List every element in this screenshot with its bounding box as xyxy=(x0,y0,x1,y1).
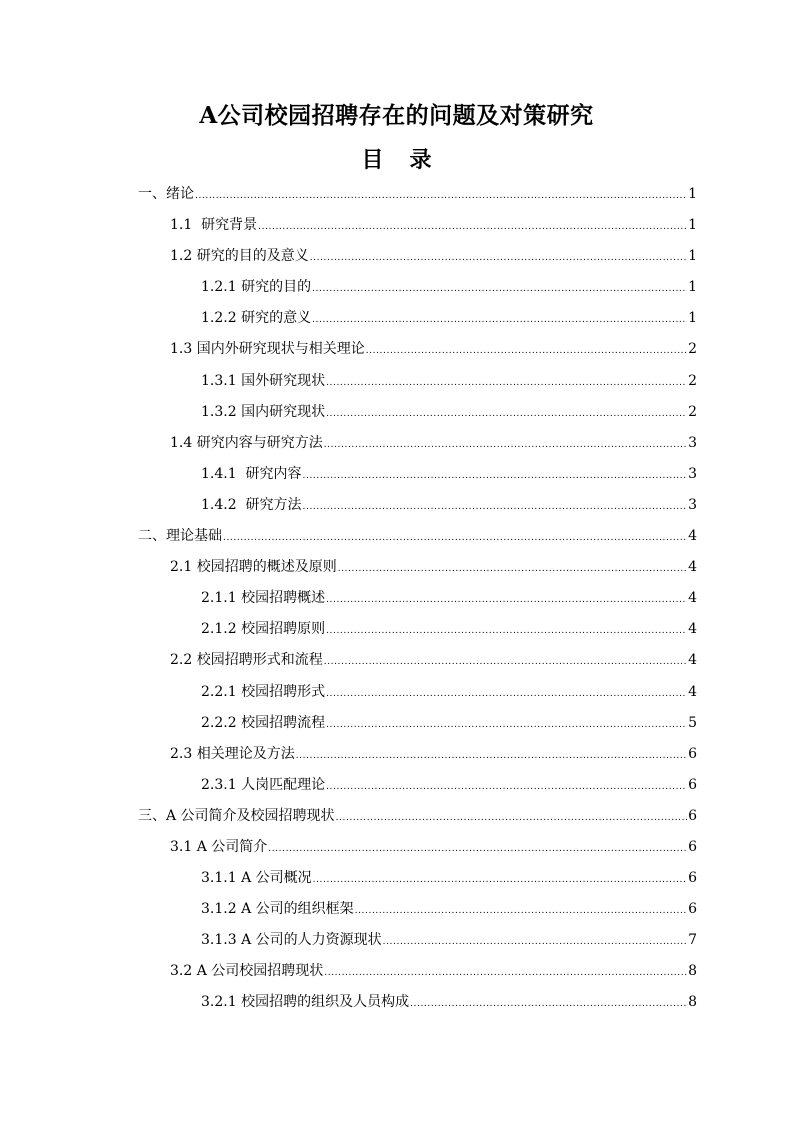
toc-entry-title: 2.1.1 校园招聘概述 xyxy=(201,590,326,607)
table-of-contents xyxy=(0,179,793,1019)
toc-entry-title: 1.2.2 研究的意义 xyxy=(201,310,312,327)
toc-entry-title: 1.4 研究内容与研究方法 xyxy=(170,434,323,451)
toc-entry-level-3[interactable] xyxy=(0,894,793,925)
toc-entry-level-2[interactable] xyxy=(0,334,793,365)
toc-entry-level-2[interactable] xyxy=(0,956,793,987)
toc-page-number: 4 xyxy=(688,621,697,638)
toc-entry-level-1[interactable] xyxy=(0,801,793,832)
toc-entry-level-2[interactable] xyxy=(0,645,793,676)
toc-entry-level-3[interactable] xyxy=(0,272,793,303)
toc-entry-title: 2.1.2 校园招聘原则 xyxy=(201,621,326,638)
toc-dot-leader xyxy=(326,710,687,741)
toc-page-number: 3 xyxy=(688,465,697,482)
toc-dot-leader xyxy=(310,243,687,274)
toc-heading xyxy=(0,145,793,175)
toc-page-number: 6 xyxy=(688,870,697,887)
toc-entry-title: 2.1 校园招聘的概述及原则 xyxy=(170,559,337,576)
toc-page-number: 4 xyxy=(688,528,697,545)
toc-entry-level-3[interactable] xyxy=(0,925,793,956)
toc-dot-leader xyxy=(366,336,687,367)
toc-entry-level-2[interactable] xyxy=(0,210,793,241)
toc-page-number: 3 xyxy=(688,434,697,451)
toc-dot-leader xyxy=(195,181,687,212)
toc-dot-leader xyxy=(355,896,687,927)
toc-entry-title: 3.1.3 A 公司的人力资源现状 xyxy=(201,932,382,949)
toc-dot-leader xyxy=(326,399,687,430)
toc-entry-level-2[interactable] xyxy=(0,552,793,583)
toc-entry-title: 1.3.1 国外研究现状 xyxy=(201,372,326,389)
toc-heading-char-1: 目 xyxy=(361,147,384,173)
toc-page-number: 6 xyxy=(688,776,697,793)
toc-page-number: 1 xyxy=(688,186,697,202)
toc-entry-title: 2.3 相关理论及方法 xyxy=(170,745,295,762)
toc-dot-leader xyxy=(313,865,687,896)
toc-dot-leader xyxy=(338,554,687,585)
toc-dot-leader xyxy=(410,989,687,1020)
toc-dot-leader xyxy=(296,741,687,772)
toc-dot-leader xyxy=(223,523,687,554)
toc-entry-level-3[interactable] xyxy=(0,303,793,334)
toc-dot-leader xyxy=(326,616,687,647)
toc-entry-level-3[interactable] xyxy=(0,708,793,739)
toc-entry-level-3[interactable] xyxy=(0,863,793,894)
toc-page-number: 4 xyxy=(688,559,697,576)
toc-dot-leader xyxy=(258,212,687,243)
toc-entry-title: 一、绪论 xyxy=(138,186,194,202)
toc-page-number: 2 xyxy=(688,372,697,389)
toc-entry-level-2[interactable] xyxy=(0,241,793,272)
toc-page-number: 6 xyxy=(688,838,697,855)
toc-entry-level-2[interactable] xyxy=(0,739,793,770)
toc-page-number: 1 xyxy=(688,217,697,234)
toc-dot-leader xyxy=(326,679,687,710)
toc-page-number: 6 xyxy=(688,745,697,762)
toc-entry-level-3[interactable] xyxy=(0,366,793,397)
toc-dot-leader xyxy=(312,305,687,336)
toc-entry-title: 1.1 研究背景 xyxy=(170,217,258,234)
toc-entry-title: 2.2 校园招聘形式和流程 xyxy=(170,652,323,669)
toc-entry-title: 2.2.1 校园招聘形式 xyxy=(201,683,326,700)
toc-page-number: 8 xyxy=(688,963,697,980)
toc-page-number: 2 xyxy=(688,403,697,420)
toc-entry-title: 1.4.2 研究方法 xyxy=(201,496,302,513)
toc-entry-level-3[interactable] xyxy=(0,987,793,1018)
toc-page-number: 6 xyxy=(688,807,697,824)
toc-entry-level-2[interactable] xyxy=(0,832,793,863)
toc-entry-title: 3.2.1 校园招聘的组织及人员构成 xyxy=(201,994,410,1011)
toc-page-number: 1 xyxy=(688,279,697,296)
toc-dot-leader xyxy=(324,958,687,989)
toc-dot-leader xyxy=(303,492,688,523)
toc-entry-title: 3.1.2 A 公司的组织框架 xyxy=(201,901,354,918)
toc-dot-leader xyxy=(383,927,687,958)
toc-entry-level-3[interactable] xyxy=(0,614,793,645)
toc-page-number: 4 xyxy=(688,590,697,607)
toc-dot-leader xyxy=(336,803,688,834)
toc-entry-title: 3.2 A 公司校园招聘现状 xyxy=(170,963,324,980)
toc-entry-level-3[interactable] xyxy=(0,459,793,490)
toc-entry-title: 1.3 国内外研究现状与相关理论 xyxy=(170,341,365,358)
toc-page-number: 1 xyxy=(688,248,697,265)
toc-page-number: 7 xyxy=(688,932,697,949)
toc-entry-title: 三、A 公司简介及校园招聘现状 xyxy=(138,807,335,824)
toc-page-number: 8 xyxy=(688,994,697,1011)
toc-page-number: 4 xyxy=(688,683,697,700)
toc-entry-title: 1.2 研究的目的及意义 xyxy=(170,248,309,265)
toc-entry-level-3[interactable] xyxy=(0,770,793,801)
toc-page-number: 4 xyxy=(688,652,697,669)
toc-entry-level-3[interactable] xyxy=(0,490,793,521)
toc-dot-leader xyxy=(324,430,687,461)
toc-dot-leader xyxy=(326,368,687,399)
toc-entry-title: 3.1.1 A 公司概况 xyxy=(201,870,312,887)
toc-entry-level-2[interactable] xyxy=(0,428,793,459)
toc-entry-title: 1.4.1 研究内容 xyxy=(201,465,302,482)
toc-entry-title: 2.3.1 人岗匹配理论 xyxy=(201,776,326,793)
toc-entry-title: 1.3.2 国内研究现状 xyxy=(201,403,326,420)
toc-page-number: 5 xyxy=(688,714,697,731)
toc-dot-leader xyxy=(324,647,687,678)
toc-page-number: 2 xyxy=(688,341,697,358)
toc-entry-title: 3.1 A 公司简介 xyxy=(170,838,268,855)
toc-entry-title: 二、理论基础 xyxy=(138,528,222,545)
toc-page-number: 3 xyxy=(688,496,697,513)
toc-entry-level-1[interactable] xyxy=(0,179,793,210)
toc-heading-char-2: 录 xyxy=(409,147,432,173)
toc-dot-leader xyxy=(268,834,687,865)
toc-dot-leader xyxy=(326,772,687,803)
toc-entry-title: 1.2.1 研究的目的 xyxy=(201,279,312,296)
toc-dot-leader xyxy=(312,274,687,305)
toc-entry-level-3[interactable] xyxy=(0,677,793,708)
toc-entry-title: 2.2.2 校园招聘流程 xyxy=(201,714,326,731)
toc-dot-leader xyxy=(303,461,688,492)
toc-page-number: 6 xyxy=(688,901,697,918)
toc-entry-level-3[interactable] xyxy=(0,583,793,614)
document-title: A公司校园招聘存在的问题及对策研究 xyxy=(199,102,594,129)
toc-page-number: 1 xyxy=(688,310,697,327)
toc-dot-leader xyxy=(326,585,687,616)
toc-entry-level-3[interactable] xyxy=(0,397,793,428)
toc-entry-level-1[interactable] xyxy=(0,521,793,552)
